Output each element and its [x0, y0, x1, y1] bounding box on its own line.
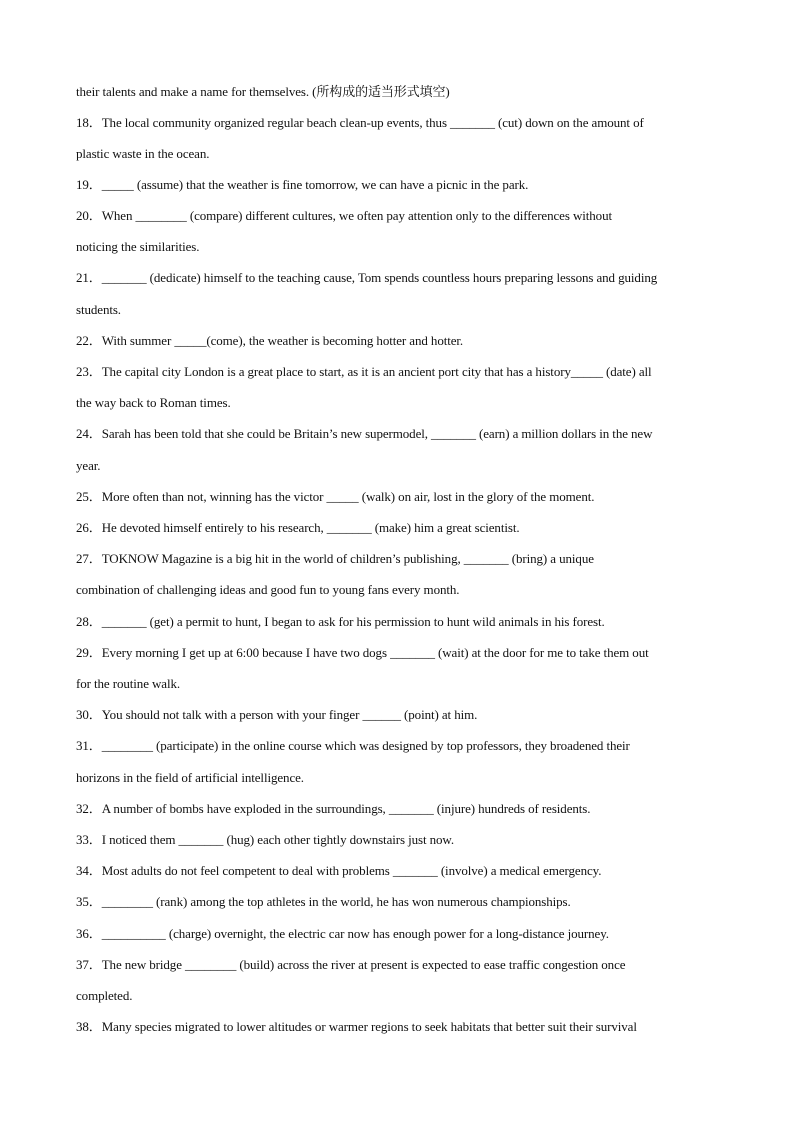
question-28: 28．_______ (get) a permit to hunt, I began to ask for his permission to hunt wild animals in his forest.: [76, 614, 605, 629]
question-36: 36．__________ (charge) overnight, the electric car now has enough power for a long-distance journey.: [76, 926, 609, 941]
question-38: 38．Many species migrated to lower altitudes or warmer regions to seek habitats that better suit their survival: [76, 1019, 637, 1034]
text-line: for the routine walk.: [76, 676, 181, 691]
question-19: 19．_____ (assume) that the weather is fine tomorrow, we can have a picnic in the park.: [76, 177, 529, 192]
question-23: 23．The capital city London is a great place to start, as it is an ancient port city that has a history_____ (date) all: [76, 364, 652, 379]
question-33: 33．I noticed them _______ (hug) each other tightly downstairs just now.: [76, 832, 455, 847]
question-22: 22．With summer _____(come), the weather is becoming hotter and hotter.: [76, 333, 464, 348]
question-34: 34．Most adults do not feel competent to deal with problems _______ (involve) a medical emergency.: [76, 863, 602, 878]
text-line: noticing the similarities.: [76, 239, 200, 254]
question-30: 30．You should not talk with a person with your finger ______ (point) at him.: [76, 707, 478, 722]
question-24: 24．Sarah has been told that she could be Britain’s new supermodel, _______ (earn) a million dollars in the new: [76, 426, 653, 441]
text-line: students.: [76, 302, 121, 317]
text-line: their talents and make a name for themselves. (所构成的适当形式填空): [76, 84, 450, 99]
question-35: 35．________ (rank) among the top athletes in the world, he has won numerous championships.: [76, 894, 571, 909]
text-line: plastic waste in the ocean.: [76, 146, 210, 161]
text-line: horizons in the field of artificial intelligence.: [76, 770, 304, 785]
question-18: 18．The local community organized regular beach clean-up events, thus _______ (cut) down on the amount of: [76, 115, 644, 130]
question-31: 31．________ (participate) in the online course which was designed by top professors, they broadened their: [76, 738, 630, 753]
question-37: 37．The new bridge ________ (build) across the river at present is expected to ease traffic congestion once: [76, 957, 626, 972]
text-line: combination of challenging ideas and good fun to young fans every month.: [76, 582, 460, 597]
text-line: the way back to Roman times.: [76, 395, 231, 410]
text-line: completed.: [76, 988, 133, 1003]
text-line: year.: [76, 458, 101, 473]
question-25: 25．More often than not, winning has the victor _____ (walk) on air, lost in the glory of the moment.: [76, 489, 595, 504]
question-21: 21．_______ (dedicate) himself to the teaching cause, Tom spends countless hours preparing lessons and guiding: [76, 270, 658, 285]
question-27: 27．TOKNOW Magazine is a big hit in the world of children’s publishing, _______ (bring) a unique: [76, 551, 594, 566]
question-32: 32．A number of bombs have exploded in the surroundings, _______ (injure) hundreds of residents.: [76, 801, 591, 816]
question-29: 29．Every morning I get up at 6:00 because I have two dogs _______ (wait) at the door for me to take them out: [76, 645, 649, 660]
question-20: 20．When ________ (compare) different cultures, we often pay attention only to the differences without: [76, 208, 612, 223]
question-26: 26．He devoted himself entirely to his research, _______ (make) him a great scientist.: [76, 520, 520, 535]
